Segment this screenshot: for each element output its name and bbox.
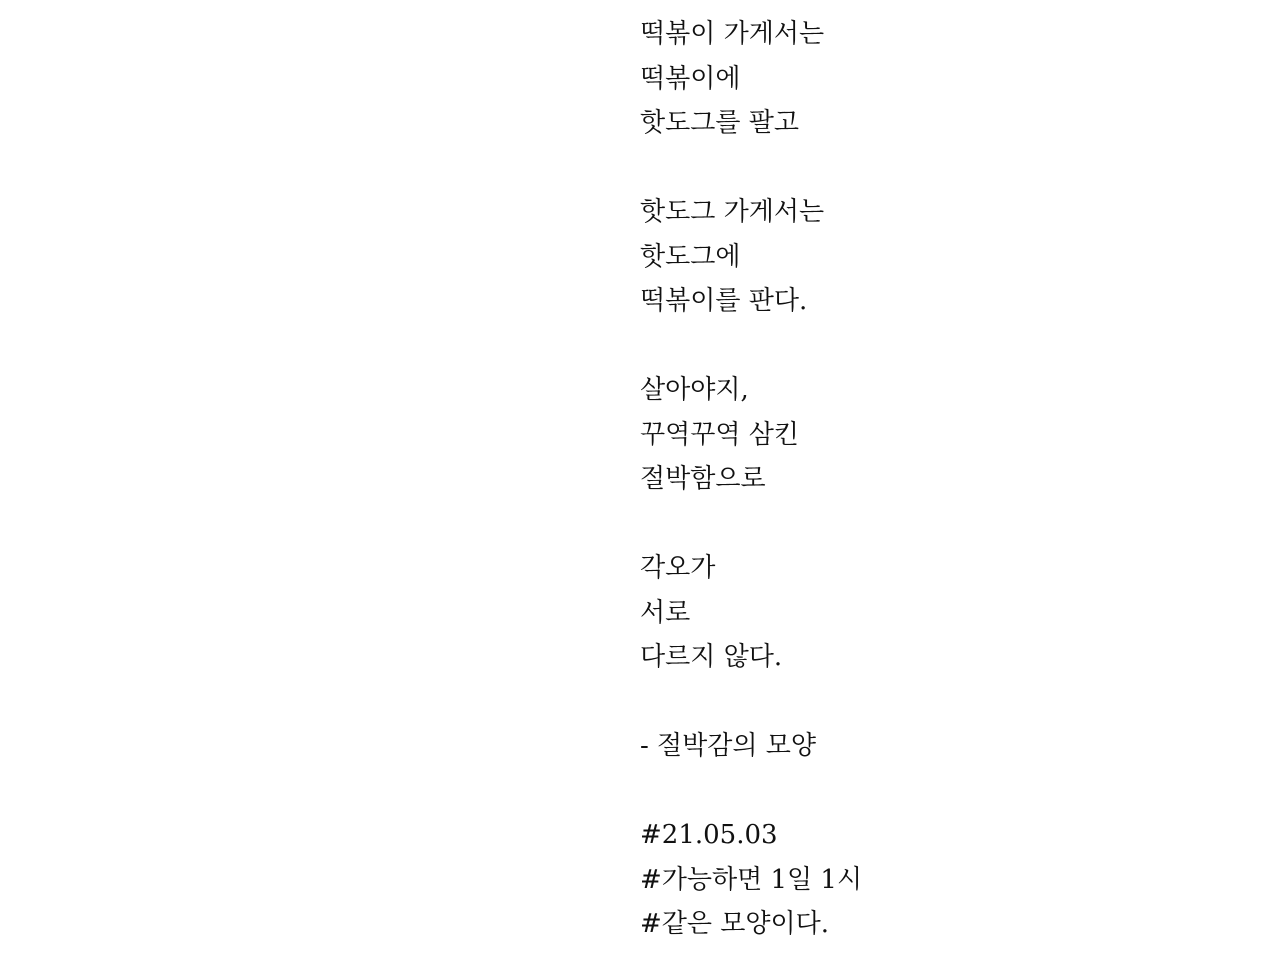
hashtag-date: #21.05.03 [640, 820, 778, 850]
poem-line: 핫도그를 팔고 [640, 108, 799, 138]
poem-line: 각오가 [640, 553, 716, 583]
stanza [640, 368, 1240, 502]
poem-line: 다르지 않다. [640, 642, 783, 672]
poem-line: 절박함으로 [640, 464, 766, 494]
poem-line: 핫도그 가게서는 [640, 197, 825, 227]
hashtag: #같은 모양이다. [640, 909, 830, 939]
poem-title-line [640, 724, 1240, 769]
poem-line: 떡볶이에 [640, 63, 741, 94]
poem-line: 꾸역꾸역 삼킨 [640, 419, 799, 450]
hashtag: #가능하면 1일 1시 [640, 864, 863, 895]
poem-line: 핫도그에 [640, 241, 741, 272]
poem-title: - 절박감의 모양 [640, 731, 817, 761]
poem-body [640, 12, 1240, 947]
poem-line: 떡볶이 가게서는 [640, 19, 825, 49]
poem-line: 떡볶이를 판다. [640, 286, 808, 316]
hashtag-block [640, 813, 1240, 947]
stanza [640, 190, 1240, 324]
stanza [640, 546, 1240, 680]
poem-line: 살아야지, [640, 375, 749, 405]
stanza [640, 12, 1240, 146]
poem-line: 서로 [640, 597, 691, 628]
